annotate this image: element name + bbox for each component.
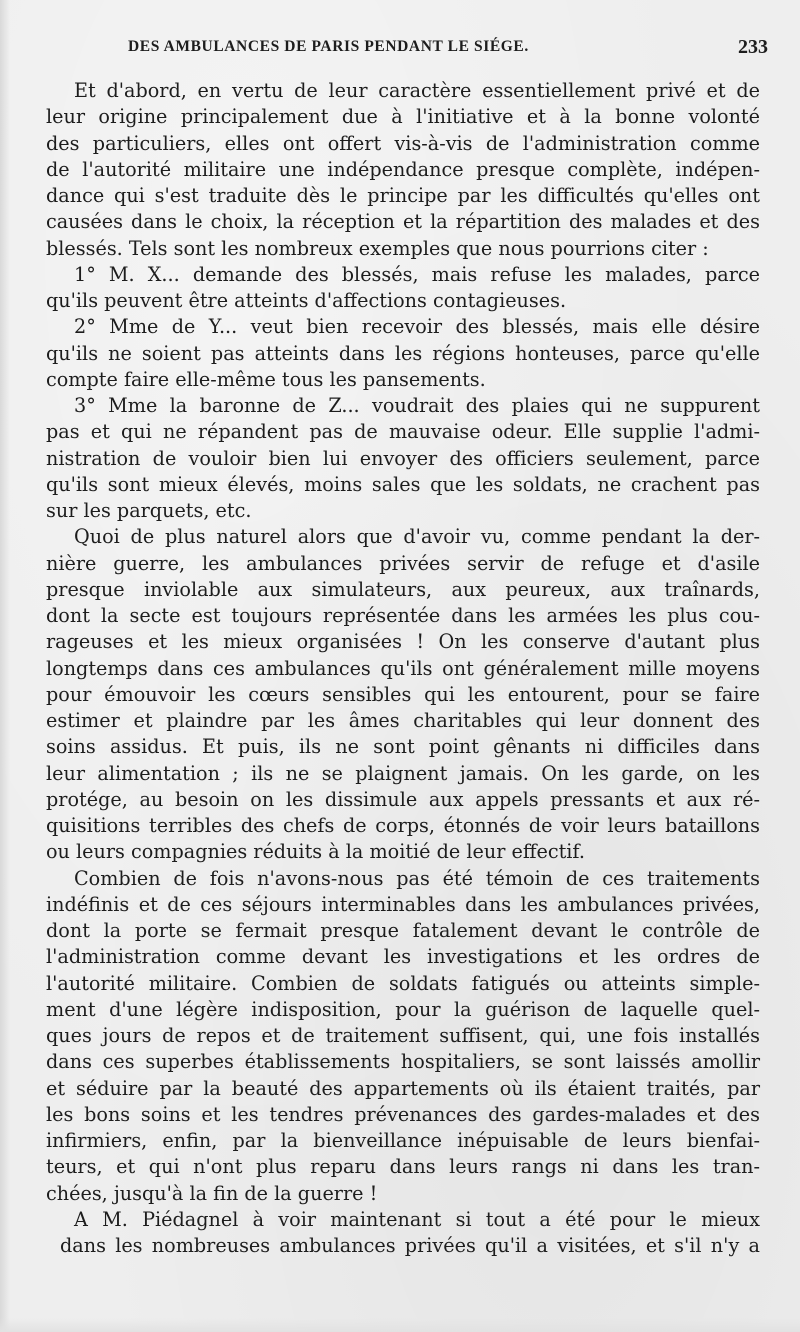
page-number: 233 [738,36,768,58]
text-line: dans ces superbes établissements hospitaliers, se sont laissés amollir [46,1050,760,1074]
text-line: protége, au besoin on les dissimule aux appels pressants et aux ré- [46,787,760,811]
text-line: A M. Piédagnel à voir maintenant si tout a été pour le mieux [74,1207,760,1231]
text-line: rageuses et les mieux organisées ! On les conserve d'autant plus [46,630,760,654]
text-line: indéfinis et de ces séjours interminables dans les ambulances privées, [46,892,760,916]
body-text [46,78,760,1259]
text-line: nière guerre, les ambulances privées servir de refuge et d'asile [46,551,760,575]
text-line: l'autorité militaire. Combien de soldats fatigués ou atteints simple- [46,971,760,995]
text-line: compte faire elle-même tous les pansements. [46,367,486,391]
text-line: blessés. Tels sont les nombreux exemples que nous pourrions citer : [46,236,709,260]
text-line: causées dans le choix, la réception et la répartition des malades et des [46,210,760,234]
text-line: les bons soins et les tendres prévenances des gardes-malades et des [46,1102,760,1126]
text-line: chées, jusqu'à la fin de la guerre ! [46,1181,378,1205]
text-line: Combien de fois n'avons-nous pas été témoin de ces traitements [74,866,760,890]
text-line: 1° M. X... demande des blessés, mais refuse les malades, parce [74,262,760,286]
text-line: pour émouvoir les cœurs sensibles qui les entourent, pour se faire [46,682,760,706]
text-line: estimer et plaindre par les âmes charitables qui leur donnent des [46,709,760,732]
text-line: nistration de vouloir bien lui envoyer des officiers seulement, parce [46,446,760,470]
text-line: ou leurs compagnies réduits à la moitié de leur effectif. [46,840,585,864]
text-line: qu'ils ne soient pas atteints dans les régions honteuses, parce qu'elle [46,341,760,365]
text-line: pas et qui ne répandent pas de mauvaise odeur. Elle supplie l'admi- [46,420,760,444]
text-line: soins assidus. Et puis, ils ne sont point gênants ni difficiles dans [46,735,760,759]
text-line: de l'autorité militaire une indépendance presque complète, indépen- [46,157,760,181]
text-line: Quoi de plus naturel alors que d'avoir vu, comme pendant la der- [74,525,760,549]
running-head [128,36,768,62]
text-line: sur les parquets, etc. [46,499,252,522]
text-line: leur alimentation ; ils ne se plaignent jamais. On les garde, on les [46,761,760,785]
text-line: qu'ils peuvent être atteints d'affections contagieuses. [46,289,567,312]
text-line: longtemps dans ces ambulances qu'ils ont généralement mille moyens [46,656,760,680]
text-line: infirmiers, enfin, par la bienveillance inépuisable de leurs bienfai- [46,1129,760,1152]
text-line: des particuliers, elles ont offert vis-à-vis de l'administration comme [46,131,760,155]
text-line: qu'ils sont mieux élevés, moins sales que les soldats, ne crachent pas [46,472,760,496]
text-line: dont la porte se fermait presque fatalement devant le contrôle de [46,919,760,942]
text-line: ques jours de repos et de traitement suffisent, qui, une fois installés [46,1024,760,1047]
text-line: 3° Mme la baronne de Z... voudrait des plaies qui ne suppurent [74,394,760,417]
text-line: Et d'abord, en vertu de leur caractère essentiellement privé et de [74,79,760,102]
text-line: presque inviolable aux simulateurs, aux peureux, aux traînards, [46,577,760,601]
text-line: teurs, et qui n'ont plus reparu dans leurs rangs ni dans les tran- [46,1155,760,1179]
text-line: leur origine principalement due à l'initiative et à la bonne volonté [46,105,760,129]
text-line: ment d'une légère indisposition, pour la guérison de laquelle quel- [46,997,760,1021]
text-line: dance qui s'est traduite dès le principe par les difficultés qu'elles ont [46,184,760,207]
text-line: quisitions terribles des chefs de corps, étonnés de voir leurs bataillons [46,814,760,837]
text-line: et séduire par la beauté des appartements où ils étaient traités, par [46,1076,760,1100]
text-line: 2° Mme de Y... veut bien recevoir des blessés, mais elle désire [74,315,760,339]
text-line: dont la secte est toujours représentée dans les armées les plus cou- [46,604,760,627]
running-title: DES AMBULANCES DE PARIS PENDANT LE SIÉGE. [128,38,529,55]
text-line: dans les nombreuses ambulances privées qu'il a visitées, et s'il n'y a [60,1234,760,1257]
text-line: l'administration comme devant les investigations et les ordres de [46,945,760,969]
